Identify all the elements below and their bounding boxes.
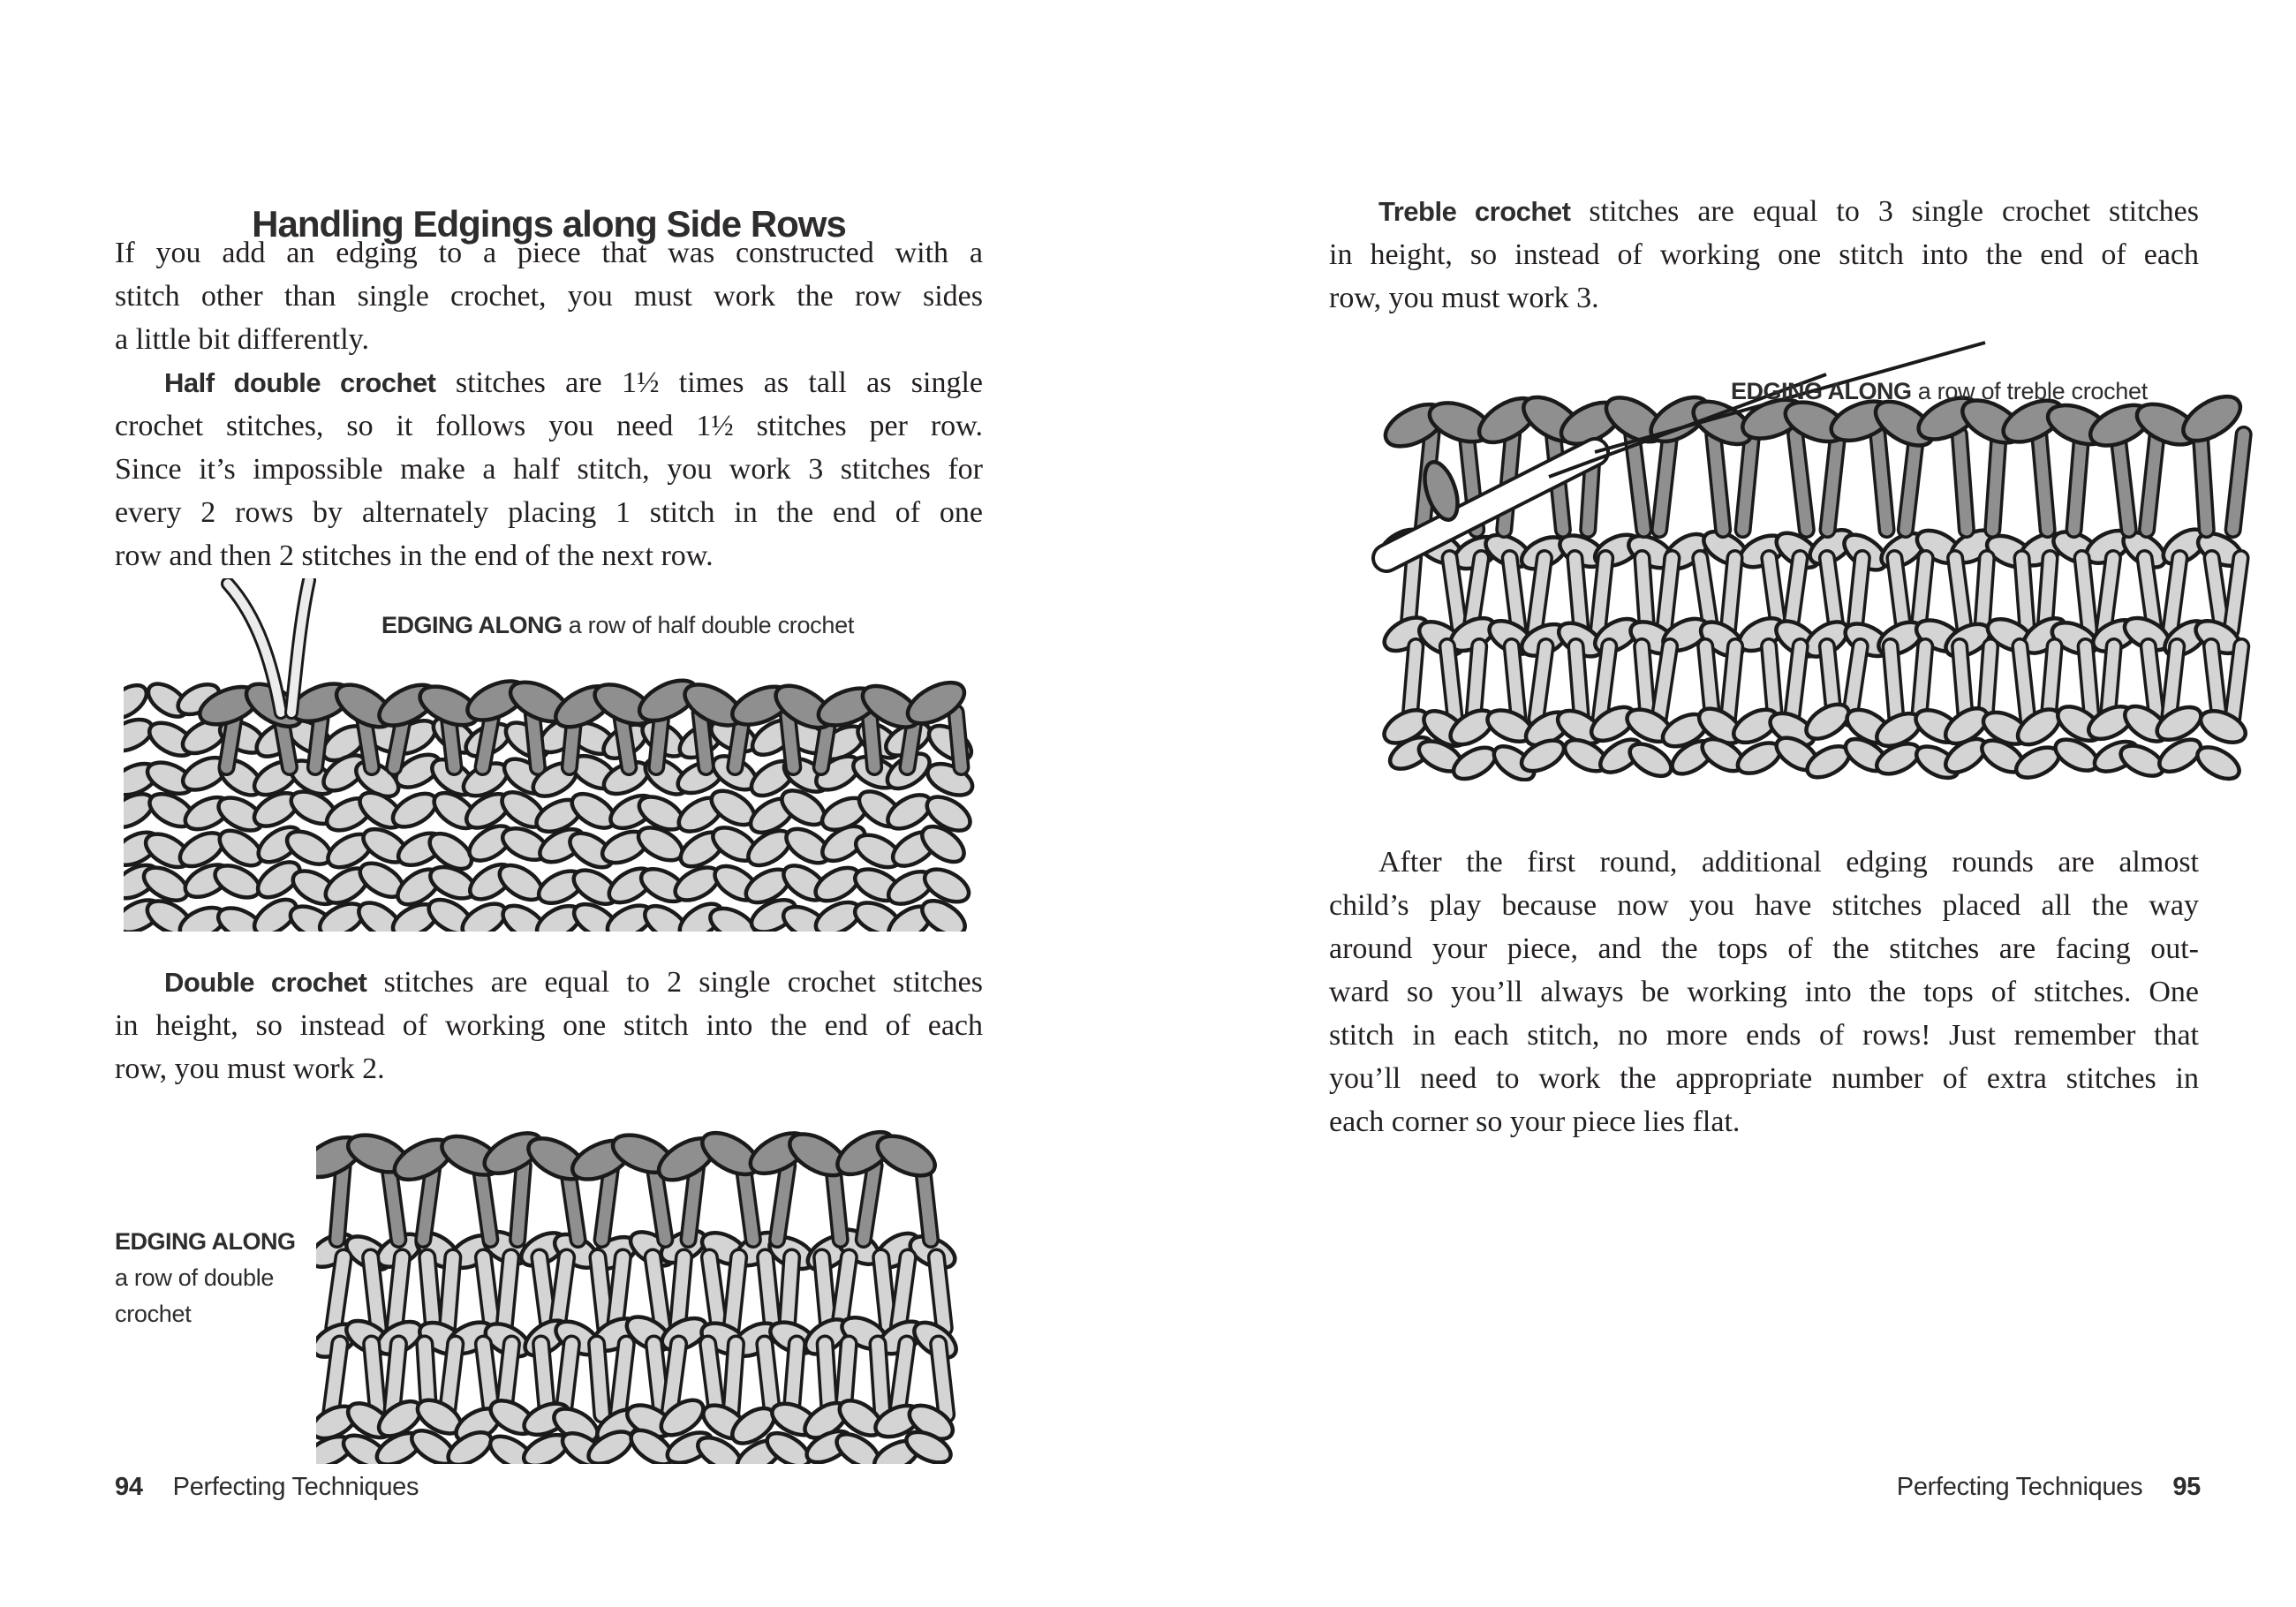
text-line: in height, so instead of working one stitch into the end of each — [115, 1009, 983, 1042]
text-line: you’ll need to work the appropriate number of extra stitches in — [1329, 1062, 2199, 1095]
caption-line: a row of double — [115, 1264, 275, 1291]
bold-lead-in: Half double crochet — [164, 367, 436, 398]
page-footer — [1897, 1473, 2201, 1502]
text-line: If you add an edging to a piece that was constructed with a — [115, 237, 983, 269]
double-crochet-swatch-illustration — [316, 1111, 965, 1464]
text-line: every 2 rows by alternately placing 1 stitch in the end of one — [115, 496, 983, 529]
text-line: a little bit differently. — [115, 323, 369, 356]
text-line: Since it’s impossible make a half stitch, you work 3 stitches for — [115, 453, 983, 486]
page-95 — [1148, 0, 2296, 1607]
text-line: Treble crochet stitches are equal to 3 single crochet stitches — [1378, 195, 2199, 228]
text-line: row and then 2 stitches in the end of the next row. — [115, 539, 714, 572]
text-line: each corner so your piece lies flat. — [1329, 1105, 1741, 1138]
text-line: ward so you’ll always be working into the tops of stitches. One — [1329, 976, 2199, 1008]
body-paragraph — [1329, 190, 2199, 320]
caption-lead: EDGING ALONG — [1731, 378, 1912, 404]
body-paragraph — [115, 231, 983, 361]
text-line: stitch other than single crochet, you must work the row sides — [115, 280, 983, 313]
running-head: Perfecting Techniques — [172, 1473, 419, 1501]
caption-lead: EDGING ALONG — [115, 1228, 296, 1255]
figure-caption — [381, 612, 854, 639]
bold-lead-in: Double crochet — [164, 967, 367, 998]
figure-treble-crochet — [1367, 336, 2263, 781]
page-title: Handling Edgings along Side Rows — [252, 203, 846, 245]
caption-line: crochet — [115, 1301, 192, 1327]
text-line: crochet stitches, so it follows you need 1½ stitches per row. — [115, 410, 983, 442]
text-line: in height, so instead of working one stitch into the end of each — [1329, 238, 2199, 271]
text-line: stitch in each stitch, no more ends of rows! Just remember that — [1329, 1019, 2199, 1052]
text-line: row, you must work 3. — [1329, 282, 1599, 314]
page-footer — [115, 1473, 419, 1502]
bold-lead-in: Treble crochet — [1378, 196, 1571, 227]
caption-lead: EDGING ALONG — [381, 612, 563, 638]
text-line: child’s play because now you have stitches placed all the way — [1329, 889, 2199, 922]
figure-caption — [115, 1224, 336, 1332]
figure-half-double-crochet — [124, 578, 985, 932]
text-line: After the first round, additional edging rounds are almost — [1378, 846, 2199, 879]
figure-double-crochet — [316, 1111, 965, 1464]
text-line: around your piece, and the tops of the stitches are facing out- — [1329, 932, 2199, 965]
running-head: Perfecting Techniques — [1896, 1473, 2143, 1501]
text-line: row, you must work 2. — [115, 1052, 385, 1085]
page-number: 94 — [115, 1473, 143, 1501]
body-paragraph — [115, 361, 983, 577]
caption-rest: a row of half double crochet — [562, 612, 855, 638]
text-line: Half double crochet stitches are 1½ times as tall as single — [164, 366, 983, 399]
figure-caption — [1731, 378, 2148, 405]
text-line: Double crochet stitches are equal to 2 single crochet stitches — [164, 966, 983, 999]
body-paragraph — [1329, 841, 2199, 1143]
caption-rest: a row of treble crochet — [1911, 378, 2148, 404]
page-number: 95 — [2172, 1473, 2201, 1501]
body-paragraph — [115, 961, 983, 1090]
